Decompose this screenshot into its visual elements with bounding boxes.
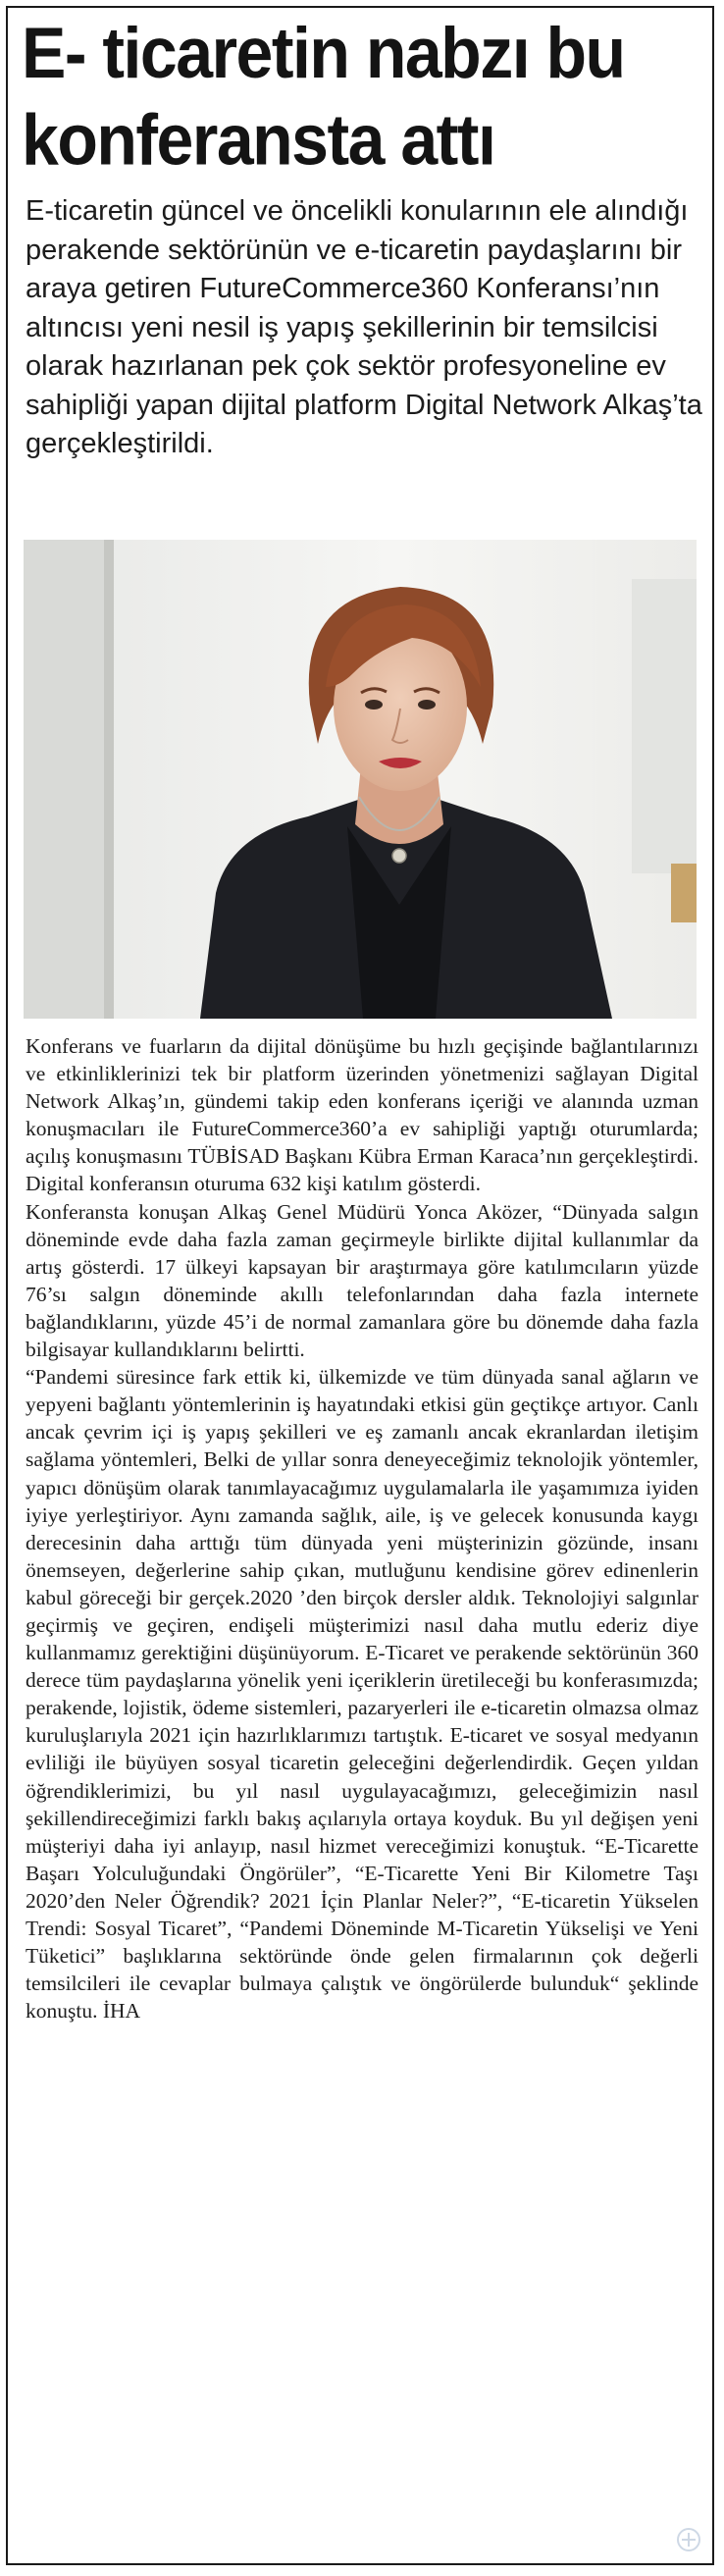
headline: E- ticaretin nabzı bu konferansta attı (22, 13, 625, 181)
clipping-agency-mark (612, 2525, 700, 2554)
article-paragraph: Konferansta konuşan Alkaş Genel Müdürü Yonca Aközer, “Dünyada salgın döneminde evde daha fazla zaman geçirmeyle birlikte dijital kullanımlar da artış gösterdi. 17 ülkeyi kapsayan bir araştırmaya göre katılımcıların yüzde 76’sı salgın döneminde akıllı telefonlarından daha fazla internete bağlandıklarını, yüzde 45’i de normal zamanlara göre bu dönemde daha fazla bilgisayar kullandıklarını belirtti. (26, 1199, 698, 1362)
article-paragraph: Konferans ve fuarların da dijital dönüşüme bu hızlı geçişinde bağlantılarınızı ve etkinliklerinizi tek bir platform üzerinden yönetmenizi sağlayan Digital Network Alkaş’ın, gündemi takip eden konferans içeriği ve alanında uzman konuşmacıları ile FutureCommerce360’a ev sahipliği yaptığı oturumlarda; açılış konuşmasını TÜBİSAD Başkanı Kübra Erman Karaca’nın gerçekleştirdi. Digital konferansın oturuma 632 kişi katılım gösterdi. (26, 1034, 698, 1196)
article-paragraph: “Pandemi süresince fark ettik ki, ülkemizde ve tüm dünyada sanal ağların ve yepyeni bağlantı yöntemlerinin iş hayatındaki etkisi gün geçtikçe artıyor. Canlı ancak çevrim içi iş yapış şekilleri ve eş zamanlı ancak ekranlardan iletişim sağlama yöntemleri, Belki de yıllar sonra deneyeceğimiz teknolojik yöntemler, yapıcı dönüşüm olarak tanımlayacağımız uygulamalarla ile yaşamımıza iyiden iyiye yerleştiriyor. Aynı zamanda sağlık, aile, iş ve gelecek konusunda kaygı derecesinin daha arttığı tüm dünyada yeni müşterinizin gözünde, insanı önemseyen, değerlerine sahip çıkan, mutluğunu kendisine görev edinenlerin kabul göreceği bir gerçek.2020 ’den birçok dersler aldık. Teknolojiyi salgınlar geçirmiş ve geçiren, endişeli müşterimizi nasıl daha mutlu ederiz diye kullanmamız gerektiğini düşünüyorum. E-Ticaret ve perakende sektörünün 360 derece tüm paydaşlarına yönelik yeni içeriklerin üretileceği bu konferasımızda; perakende, lojistik, ödeme sistemleri, pazaryerleri ile e-ticaretin olmazsa olmaz kuruluşlarıyla 2021 için hazırlıklarımızı tartıştık. E-ticaret ve sosyal medyanın evliliği ile büyüyen sosyal ticaretin geleceğini değerlendirdik. Geçen yıldan öğrendiklerimizi, bu yıl nasıl uygulayacağımızı, geleceğimizin nasıl şekillendireceğimizi farklı bakış açılarıyla ortaya koyduk. Bu yıl değişen yeni müşteriyi daha iyi anlayıp, nasıl hizmet vereceğimizi konuştuk. “E-Ticarette Başarı Yolculuğundaki Öngörüler”, “E-Ticarette Yeni Bir Kilometre Taşı 2020’den Neler Öğrendik? 2021 İçin Planlar Neler?”, “E-ticaretin Yükselen Trendi: Sosyal Ticaret”, “Pandemi Döneminde M-Ticaretin Yükselişi ve Yeni Tüketici” başlıklarına sektöründe önde gelen firmalarının çok değerli temsilcileri ile cevaplar bulmaya çalıştık ve öngörülerde bulunduk“ şeklinde konuştu. İHA (26, 1365, 698, 2024)
portrait-photo (24, 540, 697, 1019)
lead-paragraph: E-ticaretin güncel ve öncelikli konularının ele alındığı perakende sektörünün ve e-ticaretin paydaşlarını bir araya getiren FutureCommerce360 Konferansı’nın altıncısı yeni nesil iş yapış şekillerinin bir temsilcisi olarak hazırlanan pek çok sektör profesyoneline ev sahipliği yapan dijital platform Digital Network Alkaş’ta gerçekleştirildi. (26, 195, 702, 459)
article-body (26, 1032, 698, 2024)
